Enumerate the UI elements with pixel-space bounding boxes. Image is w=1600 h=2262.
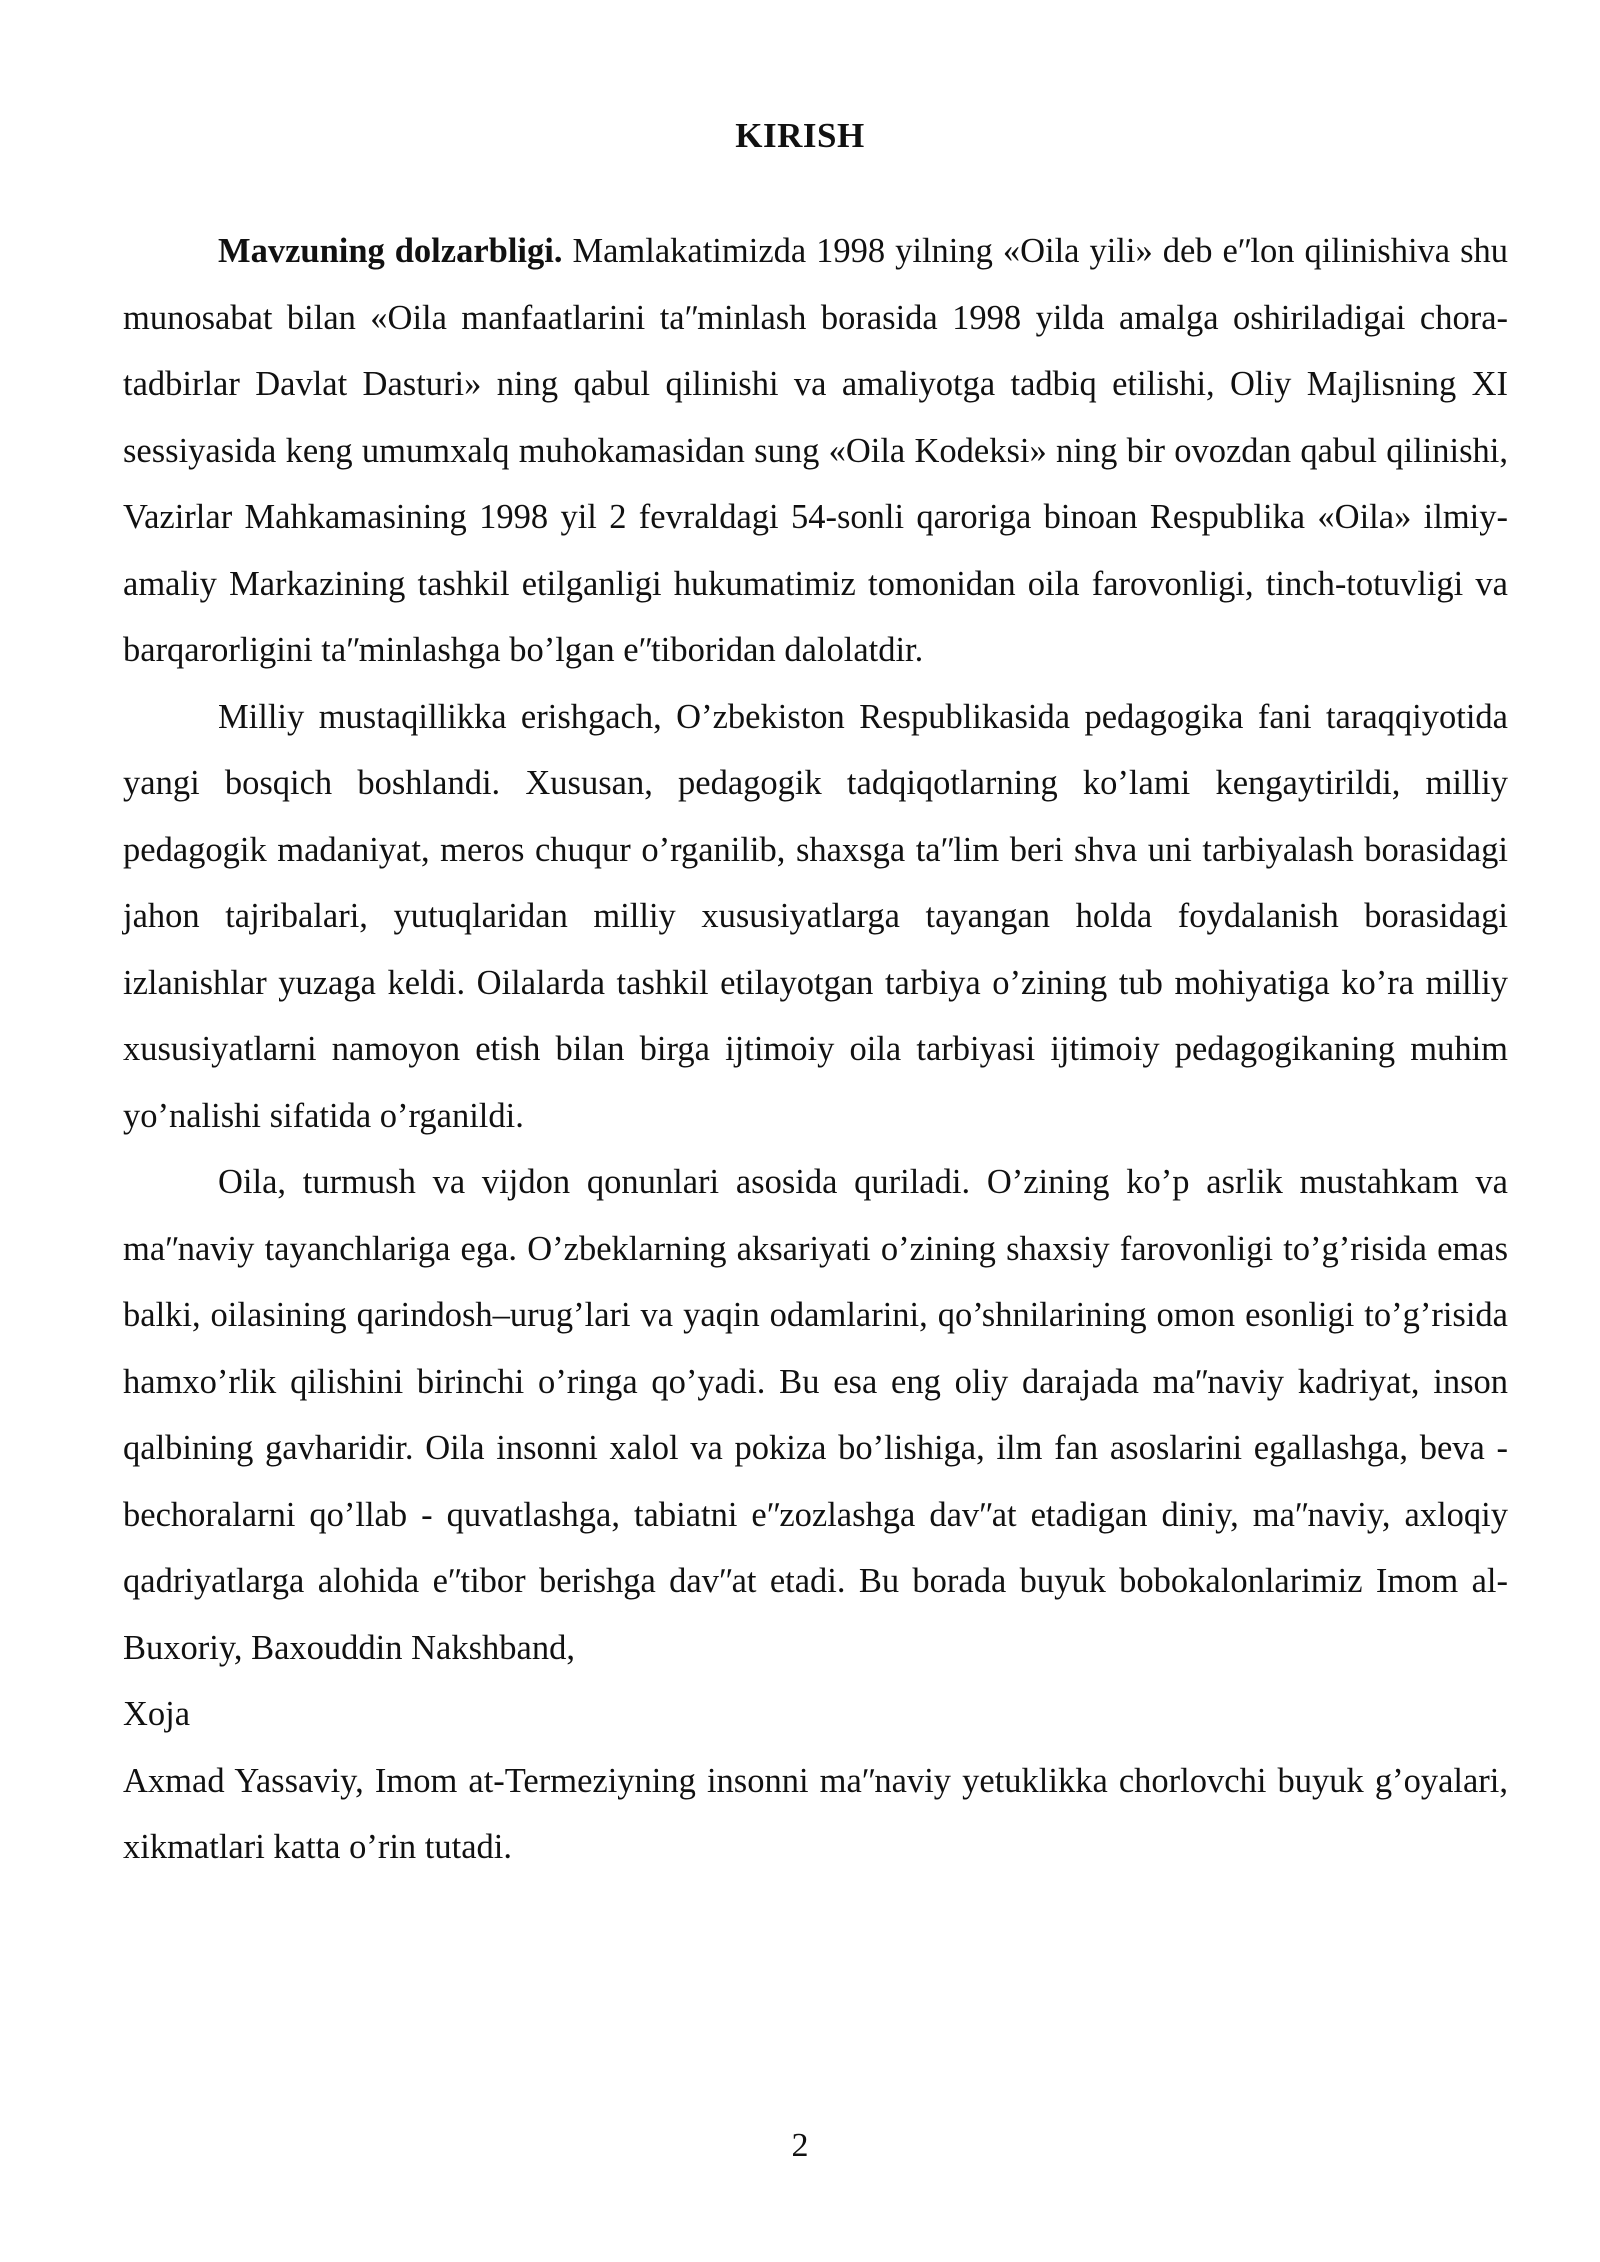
paragraph-text: Milliy mustaqillikka erishgach, O’zbekiston Respublikasida pedagogika fani taraqqiyotida yangi bosqich boshlandi. Xususan, pedagogik tadqiqotlarning ko’lami kengaytirildi, milliy pedagogik madaniyat, meros chuqur o’rganilib, shaxsga taʺlim beri shva uni tarbiyalash borasidagi jahon tajribalari, yutuqlaridan milliy xususiyatlarga tayangan holda foydalanish borasidagi izlanishlar yuzaga keldi. Oilalarda tashkil etilayotgan tarbiya o’zining tub mohiyatiga ko’ra milliy xususiyatlarni namoyon etish bilan birga ijtimoiy oila tarbiyasi ijtimoiy pedagogikaning muhim yo’nalishi sifatida o’rganildi.	[123, 697, 1508, 1135]
paragraph-text: Axmad Yassaviy, Imom at-Termeziyning insonni maʺnaviy yetuklikka chorlovchi buyuk g’oyalari, xikmatlari katta o’rin tutadi.	[123, 1761, 1508, 1866]
page-title: KIRISH	[735, 116, 865, 155]
paragraph-independence	[123, 684, 1508, 1150]
paragraph-relevance	[123, 218, 1508, 684]
body-text	[123, 218, 1508, 1881]
paragraph-family	[123, 1149, 1508, 1681]
page-number: 2	[791, 2127, 809, 2164]
paragraph-text: Xoja	[123, 1695, 191, 1733]
paragraph-continuation	[123, 1748, 1508, 1881]
paragraph-text: Mamlakatimizda 1998 yilning «Oila yili» deb eʺlon qilinishiva shu munosabat bilan «Oila manfaatlarini taʺminlash borasida 1998 yilda amalga oshiriladigai chora-tadbirlar Davlat Dasturi» ning qabul qilinishi va amaliyotga tadbiq etilishi, Oliy Majlisning XI sessiyasida keng umumxalq muhokamasidan sung «Oila Kodeksi» ning bir ovozdan qabul qilinishi, Vazirlar Mahkamasining 1998 yil 2 fevraldagi 54-sonli qaroriga binoan Respublika «Oila» ilmiy-amaliy Markazining tashkil etilganligi hukumatimiz tomonidan oila farovonligi, tinch-totuvligi va barqarorligini taʺminlashga bo’lgan eʺtiboridan dalolatdir.	[123, 232, 1508, 669]
paragraph-fragment	[123, 1681, 1508, 1748]
paragraph-lead-heading: Mavzuning dolzarbligi.	[218, 232, 563, 270]
paragraph-text: Oila, turmush va vijdon qonunlari asosida quriladi. O’zining ko’p asrlik mustahkam va maʺnaviy tayanchlariga ega. O’zbeklarning aksariyati o’zining shaxsiy farovonligi to’g’risida emas balki, oilasining qarindosh–urug’lari va yaqin odamlarini, qo’shnilarining omon esonligi to’g’risida hamxo’rlik qilishini birinchi o’ringa qo’yadi. Bu esa eng oliy darajada maʺnaviy kadriyat, inson qalbining gavharidir. Oila insonni xalol va pokiza bo’lishiga, ilm fan asoslarini egallashga, beva - bechoralarni qo’llab - quvatlashga, tabiatni eʺzozlashga davʺat etadigan diniy, maʺnaviy, axloqiy qadriyatlarga alohida eʺtibor berishga davʺat etadi. Bu borada buyuk bobokalonlarimiz Imom al-Buxoriy, Baxouddin Nakshband,	[123, 1163, 1508, 1667]
